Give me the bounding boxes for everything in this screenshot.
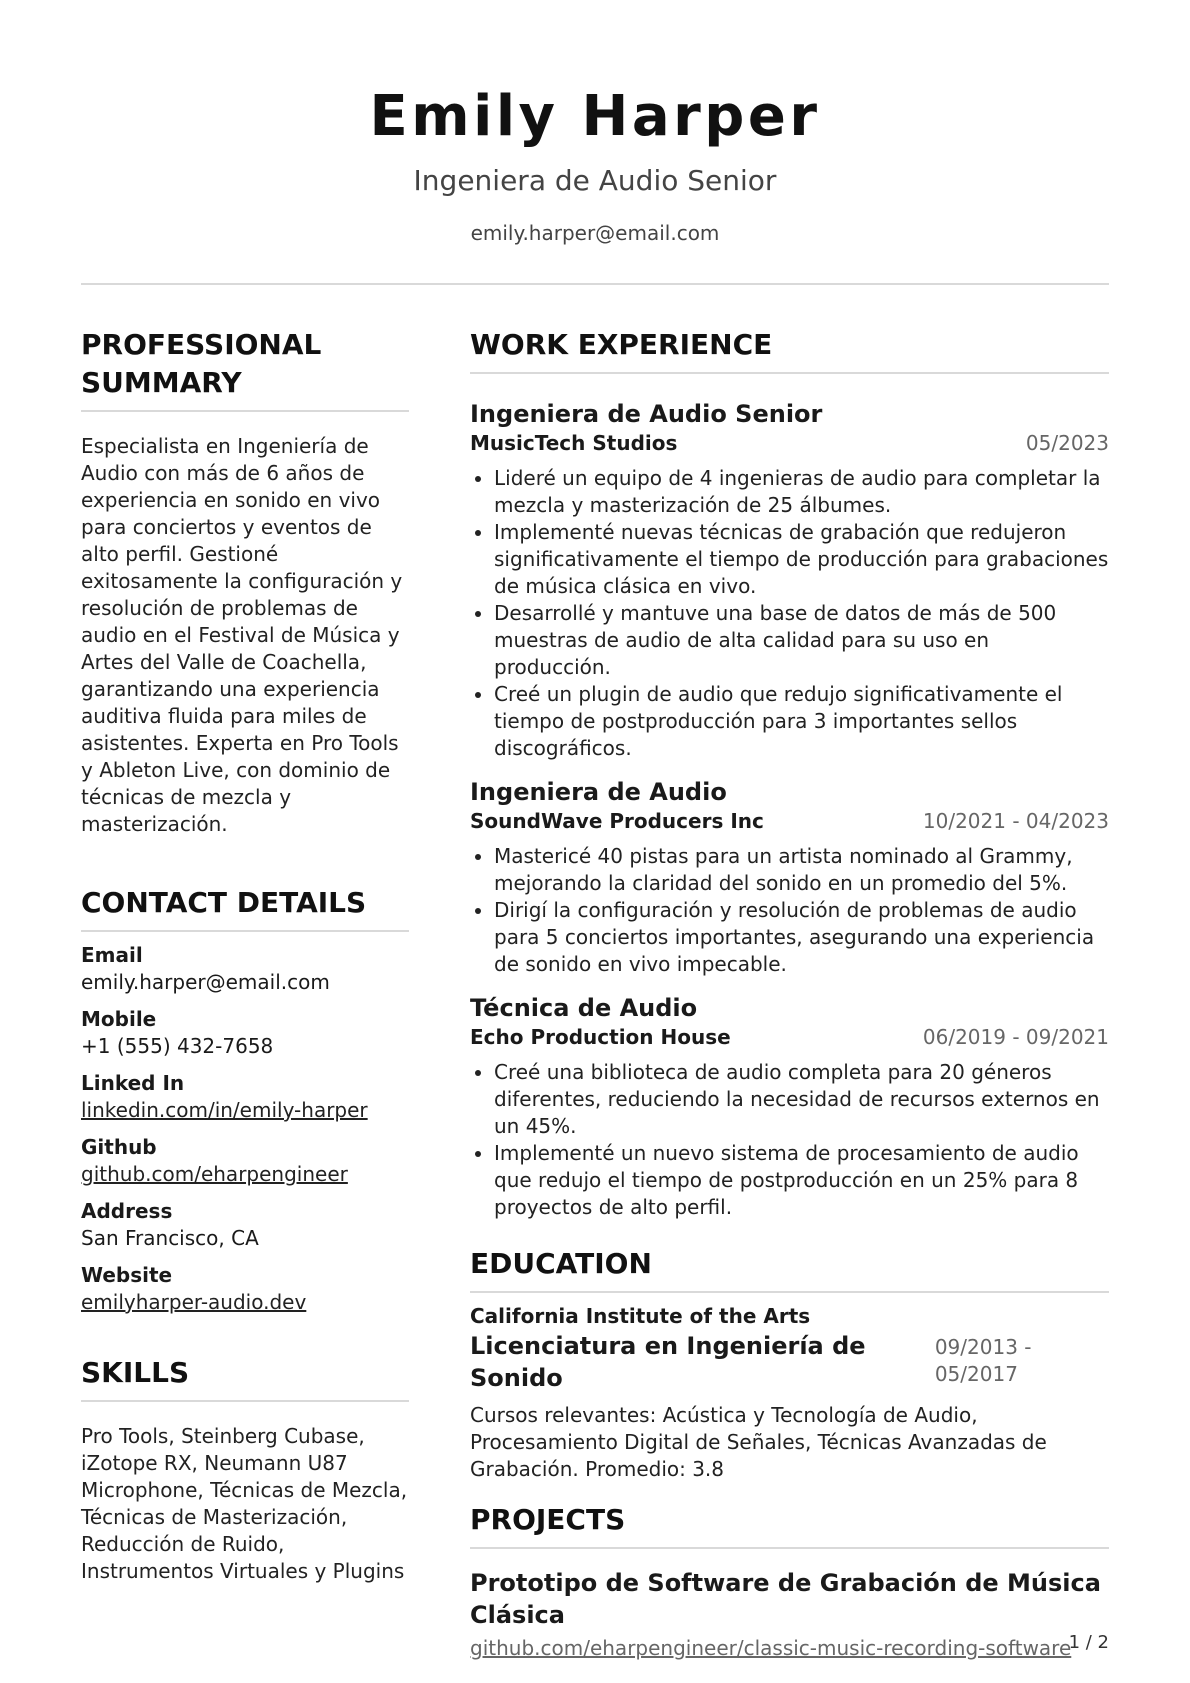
contact-item-address xyxy=(81,1198,409,1252)
section-divider xyxy=(470,1291,1109,1293)
summary-heading: PROFESSIONAL SUMMARY xyxy=(81,328,322,399)
job-company: SoundWave Producers Inc xyxy=(470,809,764,833)
work-heading: WORK EXPERIENCE xyxy=(470,328,773,361)
page-number: 1 / 2 xyxy=(1068,1632,1109,1653)
bullet-item: • Dirigí la configuración y resolución de problemas de audio para 5 conciertos importantes, asegurando una experiencia de sonido en vivo impecable. xyxy=(494,897,1109,978)
contact-label: Website xyxy=(81,1263,173,1287)
projects-section xyxy=(470,1501,1109,1662)
linkedin-link[interactable]: linkedin.com/in/emily-harper xyxy=(81,1098,368,1122)
bullet-item: • Desarrollé y mantuve una base de datos de más de 500 muestras de audio de alta calidad para su uso en producción. xyxy=(494,600,1109,681)
contact-item-linkedin xyxy=(81,1070,409,1124)
contact-label: Linked In xyxy=(81,1071,185,1095)
bullet-item: • Implementé un nuevo sistema de procesamiento de audio que redujo el tiempo de postproducción en un 25% para 8 proyectos de alto perfil. xyxy=(494,1140,1109,1221)
job-bullets xyxy=(470,843,1109,978)
bullet-item: • Mastericé 40 pistas para un artista nominado al Grammy, mejorando la claridad del sonido en un promedio del 5%. xyxy=(494,843,1109,897)
education-school: California Institute of the Arts xyxy=(470,1304,811,1328)
project-title: Prototipo de Software de Grabación de Música Clásica xyxy=(470,1569,1101,1629)
job-meta xyxy=(470,430,1109,457)
education-degree: Licenciatura en Ingeniería de Sonido xyxy=(470,1332,866,1392)
resume-header xyxy=(0,82,1190,246)
contact-item-email xyxy=(81,942,409,996)
job-bullets xyxy=(470,465,1109,762)
work-section xyxy=(470,326,1109,1221)
section-divider xyxy=(470,1547,1109,1549)
education-details: Cursos relevantes: Acústica y Tecnología de Audio, Procesamiento Digital de Señales, Técnicas Avanzadas de Grabación. Promedio: 3.8 xyxy=(470,1403,1047,1481)
education-section xyxy=(470,1245,1109,1483)
education-heading: EDUCATION xyxy=(470,1247,652,1280)
job-bullets xyxy=(470,1059,1109,1221)
education-date: 09/2013 - 05/2017 xyxy=(934,1335,1032,1386)
bullet-item: • Lideré un equipo de 4 ingenieras de audio para completar la mezcla y masterización de 25 álbumes. xyxy=(494,465,1109,519)
bullet-item: • Creé una biblioteca de audio completa para 20 géneros diferentes, reduciendo la necesidad de recursos externos en un 45%. xyxy=(494,1059,1109,1140)
skills-section xyxy=(81,1354,409,1585)
website-link[interactable]: emilyharper-audio.dev xyxy=(81,1290,307,1314)
contact-label: Github xyxy=(81,1135,157,1159)
section-divider xyxy=(470,372,1109,374)
section-divider xyxy=(81,410,409,412)
bullet-item: • Creé un plugin de audio que redujo significativamente el tiempo de postproducción para 3 importantes sellos discográficos. xyxy=(494,681,1109,762)
project-link[interactable]: github.com/eharpengineer/classic-music-recording-software xyxy=(470,1636,1072,1660)
job-title: Ingeniera de Audio xyxy=(470,778,727,806)
job-entry xyxy=(470,776,1109,978)
contact-item-website xyxy=(81,1262,409,1316)
contact-section xyxy=(81,884,409,1316)
contact-list xyxy=(81,942,409,1316)
contact-item-mobile xyxy=(81,1006,409,1060)
left-column xyxy=(81,326,409,1585)
contact-value: San Francisco, CA xyxy=(81,1226,259,1250)
skills-heading: SKILLS xyxy=(81,1356,190,1389)
job-entry xyxy=(470,992,1109,1221)
candidate-name: Emily Harper xyxy=(369,84,821,149)
section-divider xyxy=(81,930,409,932)
job-entry xyxy=(470,398,1109,762)
job-company: Echo Production House xyxy=(470,1025,731,1049)
right-column xyxy=(470,326,1109,1662)
job-title: Ingeniera de Audio Senior xyxy=(470,400,823,428)
contact-value: emily.harper@email.com xyxy=(81,970,330,994)
contact-label: Email xyxy=(81,943,143,967)
job-meta xyxy=(470,1024,1109,1051)
section-divider xyxy=(81,1400,409,1402)
summary-text: Especialista en Ingeniería de Audio con más de 6 años de experiencia en sonido en vivo para conciertos y eventos de alto perfil. Gestioné exitosamente la configuración y resolución de problemas de audio en el Festival de Música y Artes del Valle de Coachella, garantizando una experiencia auditiva fluida para miles de asistentes. Experta en Pro Tools y Ableton Live, con dominio de técnicas de mezcla y masterización. xyxy=(81,434,403,836)
bullet-item: • Implementé nuevas técnicas de grabación que redujeron significativamente el tiempo de producción para grabaciones de música clásica en vivo. xyxy=(494,519,1109,600)
education-meta xyxy=(470,1330,1109,1394)
header-email: emily.harper@email.com xyxy=(470,221,720,245)
job-date: 05/2023 xyxy=(1025,431,1109,455)
header-divider xyxy=(81,283,1109,285)
contact-label: Address xyxy=(81,1199,173,1223)
candidate-role: Ingeniera de Audio Senior xyxy=(413,164,777,197)
contact-value: +1 (555) 432-7658 xyxy=(81,1034,274,1058)
github-link[interactable]: github.com/eharpengineer xyxy=(81,1162,348,1186)
contact-label: Mobile xyxy=(81,1007,157,1031)
job-date: 10/2021 - 04/2023 xyxy=(922,809,1109,833)
projects-heading: PROJECTS xyxy=(470,1503,626,1536)
job-meta xyxy=(470,808,1109,835)
summary-section xyxy=(81,326,409,838)
job-title: Técnica de Audio xyxy=(470,994,698,1022)
skills-text: Pro Tools, Steinberg Cubase, iZotope RX, Neumann U87 Microphone, Técnicas de Mezcla, Técnicas de Masterización, Reducción de Ruido, Instrumentos Virtuales y Plugins xyxy=(81,1424,408,1583)
contact-heading: CONTACT DETAILS xyxy=(81,886,367,919)
contact-item-github xyxy=(81,1134,409,1188)
job-company: MusicTech Studios xyxy=(470,431,678,455)
job-date: 06/2019 - 09/2021 xyxy=(922,1025,1109,1049)
